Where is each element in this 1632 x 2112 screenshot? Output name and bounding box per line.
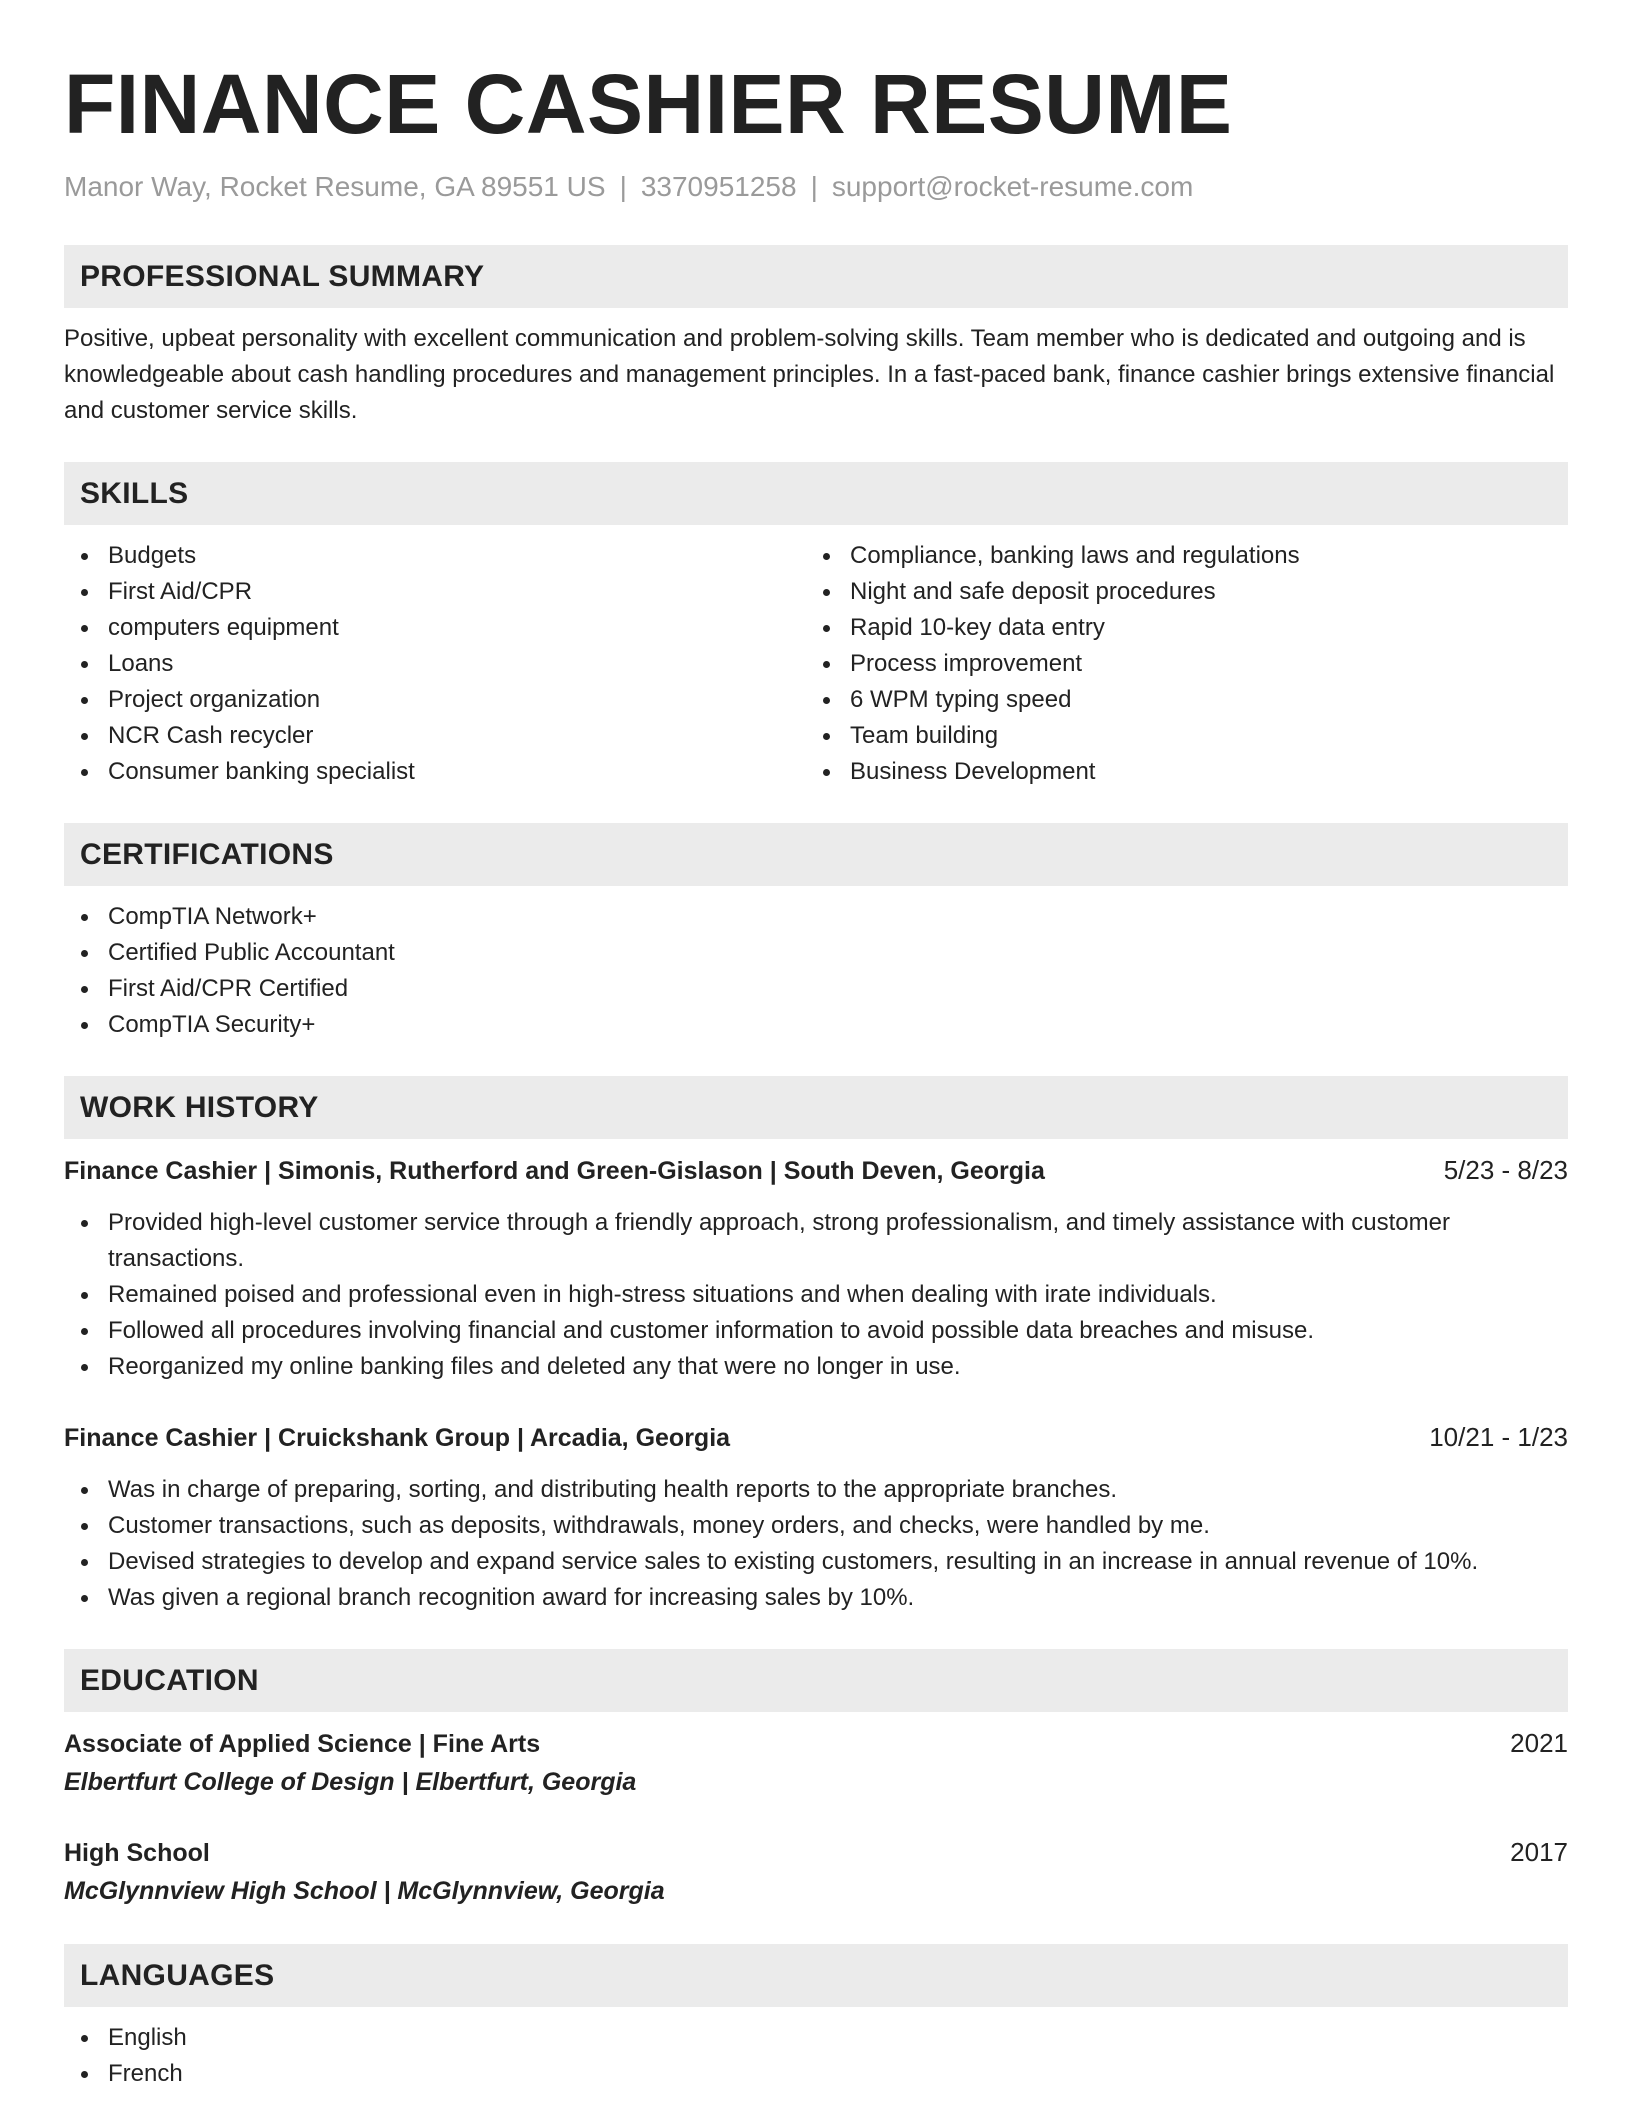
contact-email[interactable]: support@rocket-resume.com	[831, 171, 1194, 202]
skills-column-right	[806, 538, 1548, 790]
education-degree: High School	[64, 1839, 210, 1867]
job-bullet: Followed all procedures involving financial and customer information to avoid possible data breaches and misuse.	[108, 1313, 1568, 1349]
contact-line	[64, 170, 1568, 204]
language-item: English	[108, 2020, 1568, 2056]
certification-item: Certified Public Accountant	[108, 935, 1568, 971]
section-header-certifications: CERTIFICATIONS	[64, 823, 1568, 886]
skill-item: NCR Cash recycler	[108, 718, 806, 754]
job-bullet: Was given a regional branch recognition award for increasing sales by 10%.	[108, 1580, 1568, 1616]
resume-page	[64, 0, 1568, 2092]
languages-list	[64, 2020, 1568, 2092]
skill-item: Loans	[108, 646, 806, 682]
contact-phone: 3370951258	[640, 171, 797, 202]
skill-item: First Aid/CPR	[108, 574, 806, 610]
job-header	[64, 1419, 1568, 1456]
section-header-languages: LANGUAGES	[64, 1944, 1568, 2007]
job-title: Finance Cashier | Cruickshank Group | Arcadia, Georgia	[64, 1424, 731, 1452]
education-degree: Associate of Applied Science | Fine Arts	[64, 1730, 541, 1758]
job-bullet: Devised strategies to develop and expand service sales to existing customers, resulting in an increase in annual revenue of 10%.	[108, 1544, 1568, 1580]
summary-text: Positive, upbeat personality with excellent communication and problem-solving skills. Team member who is dedicated and outgoing and is knowledgeable about cash handling procedures and management principles. In a fast-paced bank, finance cashier brings extensive financial and customer service skills.	[64, 325, 1555, 424]
skill-item: Consumer banking specialist	[108, 754, 806, 790]
job-bullet: Provided high-level customer service through a friendly approach, strong professionalism, and timely assistance with customer transactions.	[108, 1205, 1568, 1277]
job-bullets	[64, 1205, 1568, 1385]
section-header-skills: SKILLS	[64, 462, 1568, 525]
certifications-list	[64, 899, 1568, 1043]
skill-item: Process improvement	[850, 646, 1548, 682]
skills-list	[64, 538, 1568, 790]
certification-item: CompTIA Network+	[108, 899, 1568, 935]
resume-title: FINANCE CASHIER RESUME	[64, 57, 1233, 151]
education-school: Elbertfurt College of Design | Elbertfurt, Georgia	[64, 1768, 637, 1796]
job-header	[64, 1152, 1568, 1189]
skills-column-left	[64, 538, 806, 790]
education-header	[64, 1834, 1568, 1871]
job-bullet: Customer transactions, such as deposits, withdrawals, money orders, and checks, were handled by me.	[108, 1508, 1568, 1544]
skill-item: Night and safe deposit procedures	[850, 574, 1548, 610]
job-entry	[64, 1152, 1568, 1385]
skill-item: Business Development	[850, 754, 1548, 790]
education-school: McGlynnview High School | McGlynnview, Georgia	[64, 1877, 665, 1905]
language-item: French	[108, 2056, 1568, 2092]
contact-separator: |	[619, 171, 627, 202]
skill-item: Team building	[850, 718, 1548, 754]
job-bullet: Reorganized my online banking files and deleted any that were no longer in use.	[108, 1349, 1568, 1385]
skill-item: Compliance, banking laws and regulations	[850, 538, 1548, 574]
section-header-summary: PROFESSIONAL SUMMARY	[64, 245, 1568, 308]
section-header-work-history: WORK HISTORY	[64, 1076, 1568, 1139]
job-bullet: Was in charge of preparing, sorting, and distributing health reports to the appropriate branches.	[108, 1472, 1568, 1508]
education-year: 2021	[1510, 1728, 1568, 1758]
education-header	[64, 1725, 1568, 1762]
education-entry	[64, 1834, 1568, 1909]
skill-item: Project organization	[108, 682, 806, 718]
job-bullet: Remained poised and professional even in high-stress situations and when dealing with irate individuals.	[108, 1277, 1568, 1313]
certification-item: CompTIA Security+	[108, 1007, 1568, 1043]
contact-address: Manor Way, Rocket Resume, GA 89551 US	[64, 171, 606, 202]
skill-item: Rapid 10-key data entry	[850, 610, 1548, 646]
job-dates: 5/23 - 8/23	[1443, 1155, 1568, 1185]
job-bullets	[64, 1472, 1568, 1616]
education-year: 2017	[1510, 1837, 1568, 1867]
certification-item: First Aid/CPR Certified	[108, 971, 1568, 1007]
job-title: Finance Cashier | Simonis, Rutherford and Green-Gislason | South Deven, Georgia	[64, 1157, 1045, 1185]
education-entry	[64, 1725, 1568, 1800]
skill-item: computers equipment	[108, 610, 806, 646]
job-dates: 10/21 - 1/23	[1429, 1422, 1568, 1452]
job-entry	[64, 1419, 1568, 1616]
contact-separator: |	[810, 171, 818, 202]
skill-item: Budgets	[108, 538, 806, 574]
section-header-education: EDUCATION	[64, 1649, 1568, 1712]
skill-item: 6 WPM typing speed	[850, 682, 1548, 718]
